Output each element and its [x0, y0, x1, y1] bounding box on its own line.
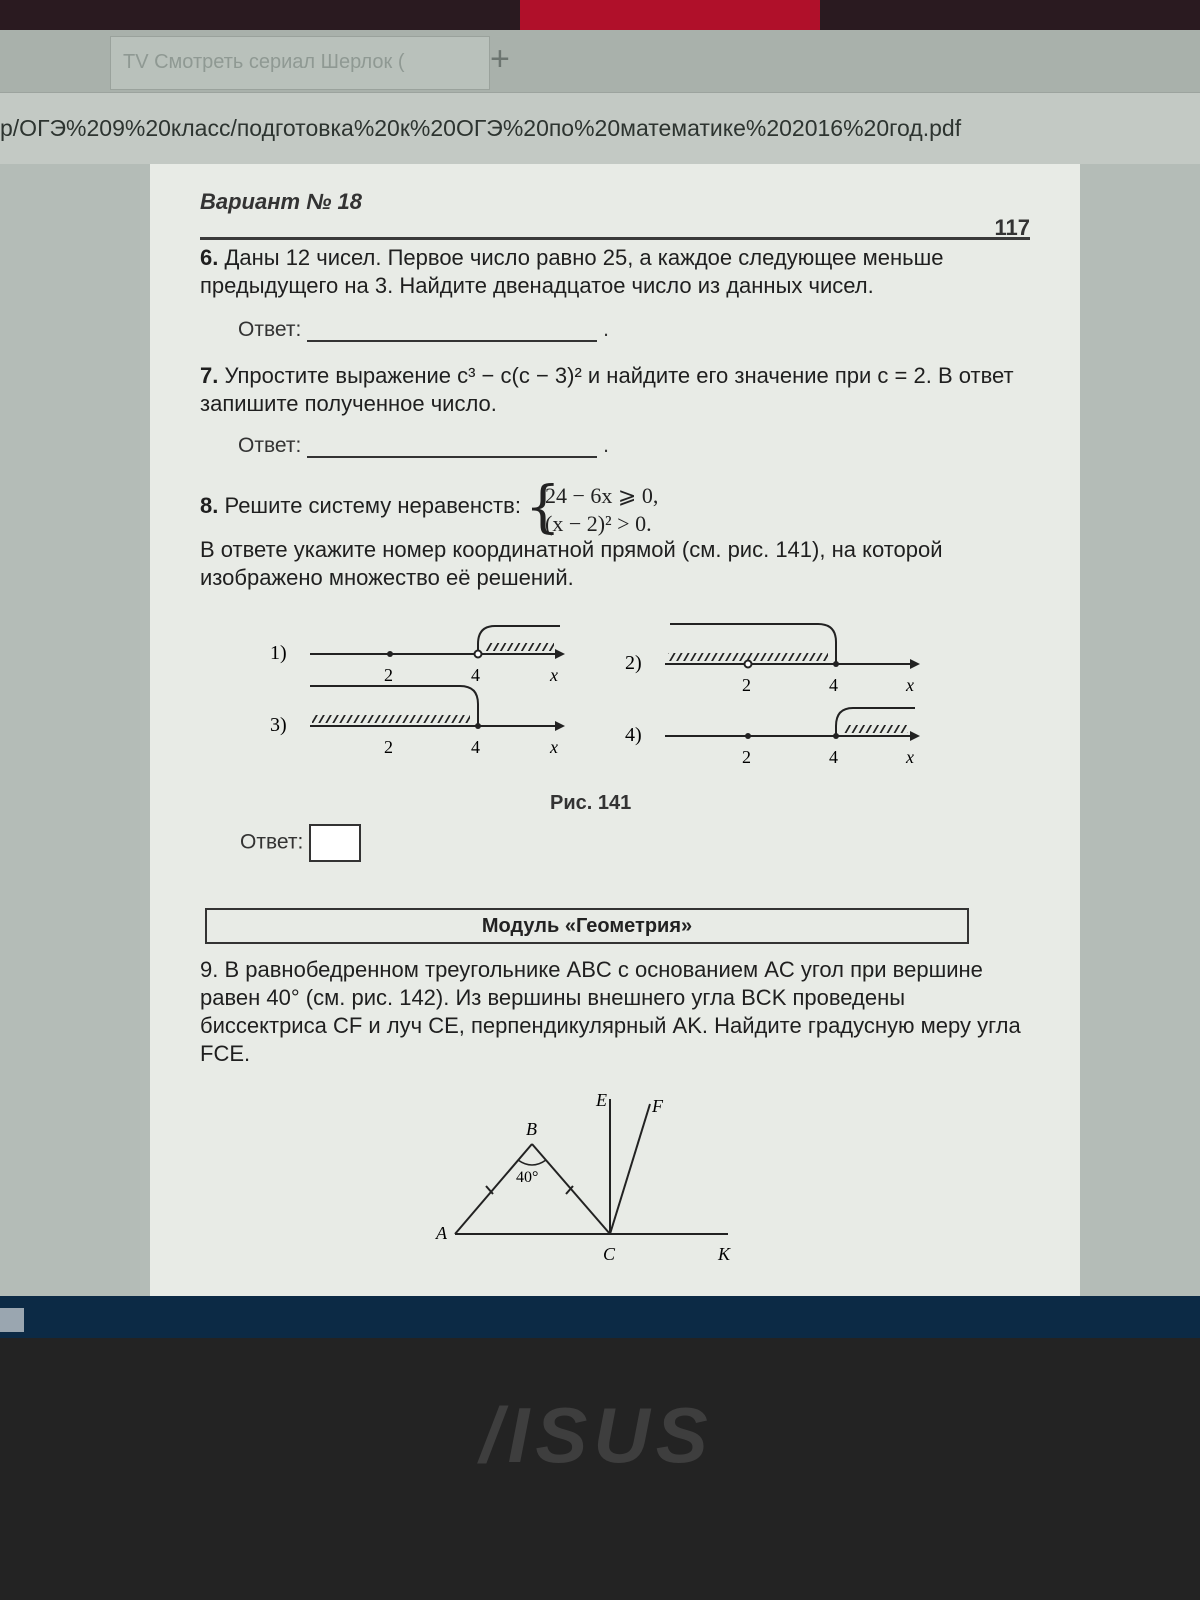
answer-label: Ответ: — [240, 830, 304, 854]
new-tab-button[interactable]: + — [490, 40, 510, 78]
question-number: 7. — [200, 363, 219, 388]
axis-label: x — [550, 737, 558, 757]
brace: { — [525, 475, 561, 540]
answer-field-7[interactable]: Ответ: . — [238, 430, 609, 458]
option-label: 2) — [625, 652, 642, 674]
variant-title: Вариант № 18 — [200, 189, 362, 214]
figure-caption: Рис. 141 — [550, 792, 632, 814]
inequality-2: (x − 2)² > 0. — [545, 511, 652, 536]
inequality-1: 24 − 6x ⩾ 0, — [545, 483, 659, 508]
tick-label: 4 — [471, 665, 480, 685]
pdf-page — [150, 164, 1080, 1296]
figure-142 — [150, 164, 1080, 1296]
triangle-diagram — [435, 1090, 731, 1264]
axis-label: x — [906, 747, 914, 767]
background-object — [520, 0, 820, 30]
question-text: Даны 12 чисел. Первое число равно 25, а каждое следующее меньше предыдущего на 3. Найдите двенадцатое число из данных чисел. — [200, 245, 944, 298]
browser-tab[interactable] — [110, 36, 490, 90]
address-url[interactable]: p/ОГЭ%209%20класс/подготовка%20к%20ОГЭ%20по%20математике%202016%20год.pdf — [0, 115, 962, 141]
tab-title: TV Смотреть сериал Шерлок ( — [123, 51, 405, 73]
tick-label: 2 — [384, 737, 393, 757]
question-8-instructions: В ответе укажите номер координатной прямой (см. рис. 141), на которой изображено множество её решений. — [200, 537, 943, 590]
point-label-K: K — [718, 1244, 731, 1264]
axis-label: x — [550, 665, 558, 685]
monitor-bezel-bottom — [0, 1338, 1200, 1600]
option-label: 4) — [625, 724, 642, 746]
angle-label: 40° — [516, 1169, 539, 1186]
question-number: 6. — [200, 245, 219, 270]
tick-label: 2 — [742, 675, 751, 695]
address-bar[interactable] — [0, 92, 1200, 165]
taskbar — [0, 1296, 1200, 1338]
question-text: Упростите выражение c³ − c(c − 3)² и найдите его значение при c = 2. В ответ запишите полученное число. — [200, 363, 1014, 416]
monitor-bezel-top — [0, 0, 1200, 30]
answer-label: Ответ: — [238, 318, 302, 341]
module-header: Модуль «Геометрия» — [205, 908, 969, 944]
browser-tab-bar — [0, 30, 1200, 92]
question-number: 8. — [200, 493, 219, 518]
point-label-F: F — [652, 1096, 663, 1116]
tick-label: 4 — [471, 737, 480, 757]
calculator-icon[interactable] — [0, 1308, 24, 1332]
vertex-label-C: C — [603, 1244, 616, 1264]
brand-logo: /ISUS — [480, 1391, 714, 1479]
point-label-E: E — [596, 1090, 607, 1110]
pdf-viewer[interactable] — [0, 164, 1200, 1296]
question-number: 9. — [200, 957, 219, 982]
page-number: 117 — [994, 215, 1030, 240]
axis-label: x — [906, 675, 914, 695]
question-text: Решите систему неравенств: — [224, 493, 521, 518]
tick-label: 4 — [829, 747, 838, 767]
tick-label: 2 — [742, 747, 751, 767]
answer-field-6[interactable]: Ответ: . — [238, 314, 609, 342]
vertex-label-A: A — [436, 1223, 447, 1243]
question-text: В равнобедренном треугольнике ABC с основанием AC угол при вершине равен 40° (см. рис. 142). Из вершины внешнего угла BCK проведены биссектриса CF и луч CE, перпендикулярный AK. Найдите градусную меру угла FCE. — [200, 957, 1021, 1066]
tick-label: 4 — [829, 675, 838, 695]
option-label: 1) — [270, 642, 287, 664]
tick-label: 2 — [384, 665, 393, 685]
answer-label: Ответ: — [238, 434, 302, 457]
option-label: 3) — [270, 714, 287, 736]
vertex-label-B: B — [526, 1119, 537, 1139]
